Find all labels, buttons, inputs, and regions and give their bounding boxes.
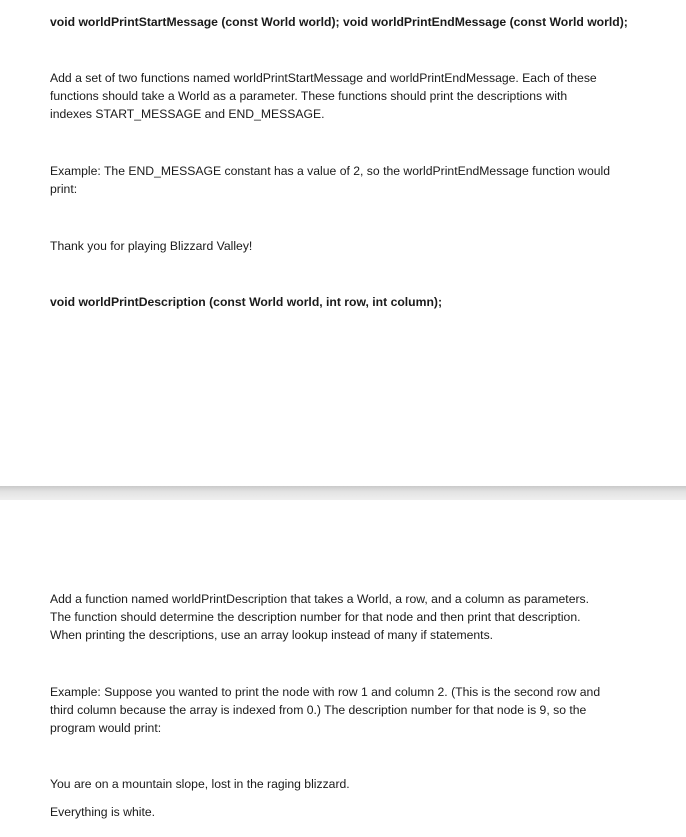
example-line: third column because the array is indexed from 0.) The description number for that node is 9, so the [50, 703, 587, 717]
example-line: Example: The END_MESSAGE constant has a value of 2, so the worldPrintEndMessage function would [50, 164, 611, 178]
document-page-2 [0, 500, 686, 837]
function-signature-print-messages: void worldPrintStartMessage (const World world); void worldPrintEndMessage (const World world); [50, 15, 628, 29]
example-output-line: Thank you for playing Blizzard Valley! [50, 239, 253, 253]
paragraph-line: When printing the descriptions, use an array lookup instead of many if statements. [50, 628, 494, 642]
example-output-line: You are on a mountain slope, lost in the raging blizzard. [50, 777, 350, 791]
page-separator [0, 486, 686, 500]
example-output-line: Everything is white. [50, 805, 155, 819]
example-line: program would print: [50, 721, 162, 735]
function-signature-print-description: void worldPrintDescription (const World world, int row, int column); [50, 295, 443, 309]
example-line: Example: Suppose you wanted to print the node with row 1 and column 2. (This is the second row and [50, 685, 601, 699]
paragraph-line: functions should take a World as a parameter. These functions should print the descriptions with [50, 89, 568, 103]
paragraph-line: indexes START_MESSAGE and END_MESSAGE. [50, 107, 325, 121]
paragraph-line: Add a set of two functions named worldPrintStartMessage and worldPrintEndMessage. Each of these [50, 71, 597, 85]
example-line: print: [50, 182, 78, 196]
paragraph-line: Add a function named worldPrintDescription that takes a World, a row, and a column as parameters. [50, 592, 590, 606]
paragraph-line: The function should determine the description number for that node and then print that description. [50, 610, 581, 624]
